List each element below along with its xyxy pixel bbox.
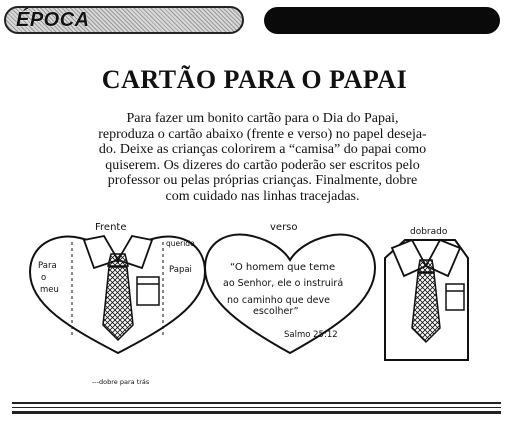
back-label: verso — [270, 222, 298, 233]
front-left-text-line: Para — [38, 261, 57, 271]
front-tie-knot — [108, 254, 128, 266]
card-illustrations — [0, 210, 509, 390]
intro-line: com cuidado nas linhas tracejadas. — [165, 188, 360, 204]
intro-line: Para fazer um bonito cartão para o Dia do Papai, — [126, 111, 399, 126]
folded-label: dobrado — [410, 227, 448, 237]
footer-divider — [0, 402, 509, 416]
folded-tie-knot — [418, 260, 434, 272]
folded-card — [385, 227, 468, 360]
back-card — [205, 222, 375, 353]
fold-instruction: ---dobre para trás — [92, 378, 150, 386]
section-label: ÉPOCA — [16, 9, 90, 31]
intro-paragraph — [90, 111, 435, 205]
front-right-text-line: querido — [166, 239, 195, 248]
page-title: CARTÃO PARA O PAPAI — [101, 65, 408, 94]
section-header-banner — [4, 6, 244, 34]
front-left-text-line: o — [41, 273, 47, 283]
intro-line: do. Deixe as crianças colorirem a “camisa” do papai como — [98, 142, 427, 158]
intro-line: professor ou pelas próprias crianças. Finalmente, dobre — [107, 173, 418, 189]
front-tie — [103, 267, 133, 340]
front-left-text-line: meu — [40, 285, 59, 295]
folded-pocket — [446, 284, 464, 310]
verse-line: escolher” — [253, 306, 299, 317]
verse-line: ao Senhor, ele o instruirá — [223, 278, 344, 289]
header-black-bar — [264, 7, 500, 34]
intro-line: quiserem. Os dizeres do cartão poderão ser escritos pelo — [105, 157, 420, 173]
folded-tie — [412, 273, 440, 342]
front-pocket — [137, 277, 159, 305]
verse-line: “O homem que teme — [230, 262, 336, 273]
front-right-text-line: Papai — [169, 265, 192, 275]
verse-reference: Salmo 25:12 — [284, 330, 338, 340]
front-label: Frente — [95, 222, 127, 233]
verse-line: no caminho que deve — [227, 295, 330, 306]
front-card — [30, 222, 205, 386]
intro-line: reproduza o cartão abaixo (frente e verso) no papel deseja- — [98, 126, 427, 142]
